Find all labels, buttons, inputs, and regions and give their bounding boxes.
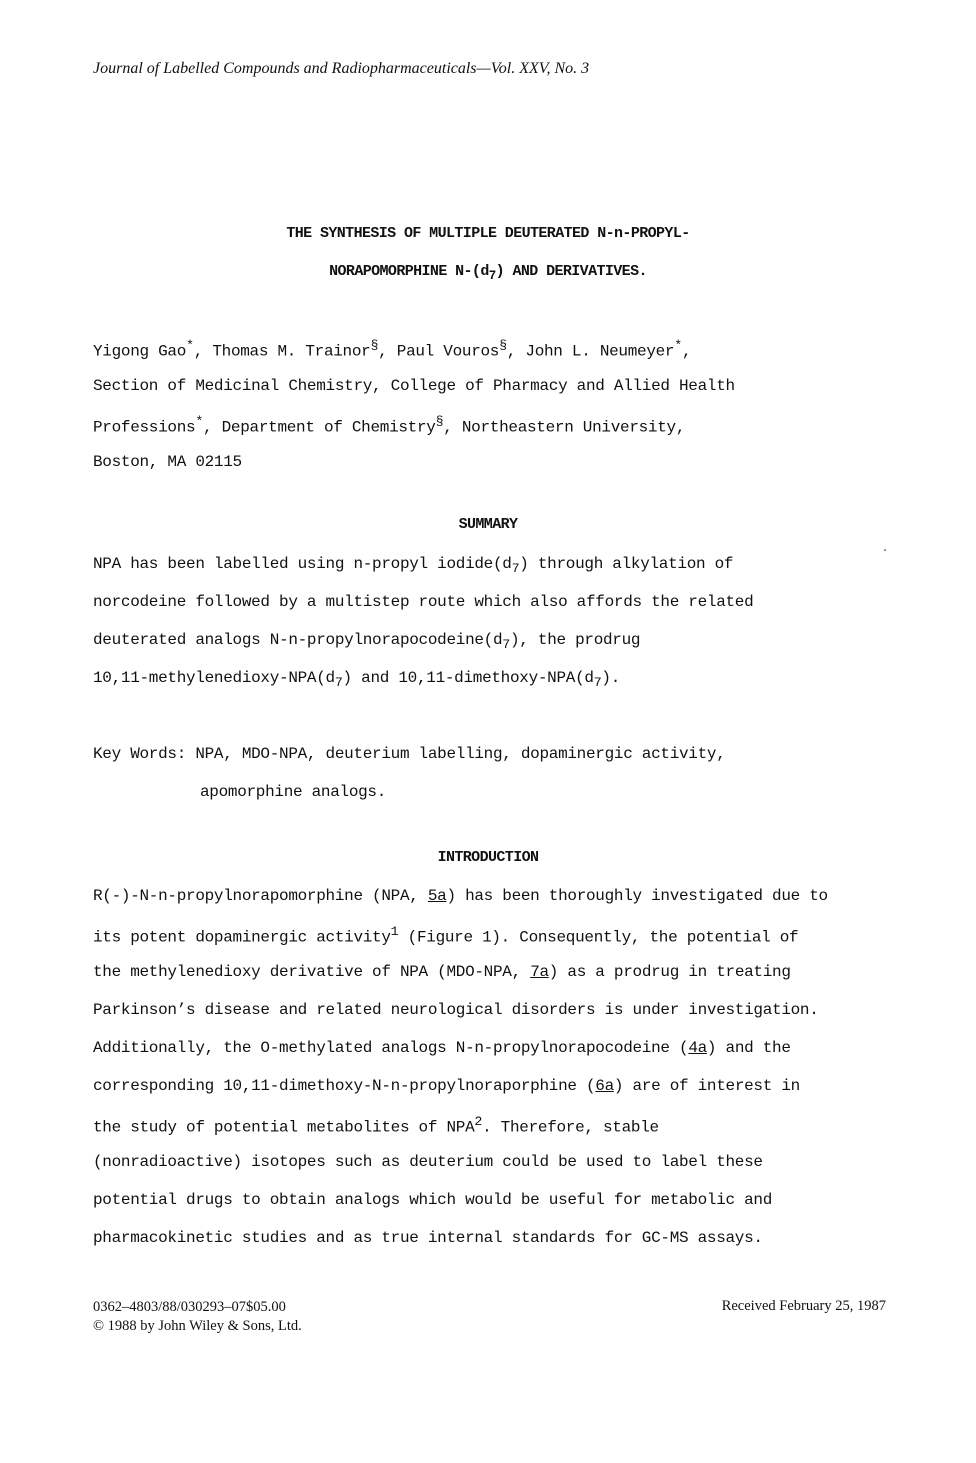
summary-text: ). [601, 669, 621, 687]
summary-subscript: 7 [502, 638, 510, 654]
intro-line-4: Parkinson’s disease and related neurological disorders is under investigation. [93, 1001, 819, 1019]
author-mark: * [674, 339, 682, 354]
intro-text: the study of potential metabolites of NPA [93, 1118, 475, 1137]
author-name: , [681, 342, 692, 361]
intro-text: ) and the [706, 1039, 791, 1057]
affiliation-line-3: Boston, MA 02115 [93, 453, 242, 471]
intro-text: the methylenedioxy derivative of NPA (MDO-NPA, [93, 963, 531, 981]
summary-text: deuterated analogs N-n-propylnorapocodeine(d [93, 631, 503, 649]
affiliation-text: , Department of Chemistry [203, 418, 436, 437]
author-name: , Paul Vouros [378, 342, 500, 361]
paper-title-line-1: THE SYNTHESIS OF MULTIPLE DEUTERATED N-n-PROPYL- [286, 225, 690, 242]
affiliation-line-2 [93, 415, 685, 436]
title-text: ) AND DERIVATIVES. [495, 263, 647, 280]
introduction-heading: INTRODUCTION [437, 849, 539, 866]
summary-line-2: norcodeine followed by a multistep route which also affords the related [93, 593, 754, 611]
intro-line-7 [93, 1115, 659, 1136]
author-mark: § [370, 339, 379, 354]
journal-header: Journal of Labelled Compounds and Radiopharmaceuticals—Vol. XXV, No. 3 [93, 60, 590, 77]
affiliation-line-1: Section of Medicinal Chemistry, College of Pharmacy and Allied Health [93, 377, 735, 395]
affiliation-text: , Northeastern University, [443, 418, 686, 437]
summary-line-3 [93, 631, 640, 653]
intro-text: ) as a prodrug in treating [548, 963, 791, 981]
intro-line-2 [93, 925, 798, 946]
scan-speck [884, 549, 886, 551]
intro-line-6 [93, 1077, 800, 1095]
intro-text: (Figure 1). Consequently, the potential of [398, 928, 799, 947]
summary-subscript: 7 [511, 562, 520, 578]
affiliation-text: Professions [93, 418, 196, 437]
intro-line-3 [93, 963, 791, 981]
summary-heading: SUMMARY [458, 516, 518, 533]
intro-line-5 [93, 1039, 791, 1057]
compound-ref: 4a [688, 1039, 707, 1057]
title-text: NORAPOMORPHINE N-(d [329, 263, 489, 280]
intro-text: corresponding 10,11-dimethoxy-N-n-propylnoraporphine ( [93, 1077, 596, 1095]
author-name: Yigong Gao [93, 342, 187, 361]
paper-title-line-2 [0, 263, 976, 283]
title-subscript: 7 [488, 269, 496, 283]
intro-line-8: (nonradioactive) isotopes such as deuterium could be used to label these [93, 1153, 763, 1171]
author-name: , John L. Neumeyer [506, 342, 675, 361]
received-date: Received February 25, 1987 [721, 1298, 886, 1314]
copyright-notice: © 1988 by John Wiley & Sons, Ltd. [93, 1318, 302, 1334]
authors-line [93, 339, 691, 360]
affiliation-mark: § [435, 415, 444, 430]
compound-ref: 7a [530, 963, 549, 981]
article-code: 0362–4803/88/030293–07$05.00 [93, 1299, 286, 1315]
intro-line-9: potential drugs to obtain analogs which would be useful for metabolic and [93, 1191, 773, 1209]
reference-superscript: 2 [474, 1115, 483, 1130]
intro-text: ) has been thoroughly investigated due to [446, 887, 828, 905]
summary-text: ) through alkylation of [519, 555, 734, 573]
footer-left [93, 1298, 302, 1336]
author-name: , Thomas M. Trainor [193, 342, 371, 361]
reference-superscript: 1 [390, 925, 399, 940]
intro-text: ) are of interest in [613, 1077, 800, 1095]
intro-text: . Therefore, stable [482, 1118, 659, 1137]
summary-line-1 [93, 555, 733, 577]
intro-text: its potent dopaminergic activity [93, 928, 391, 947]
summary-subscript: 7 [593, 676, 602, 692]
keywords-line-2: apomorphine analogs. [200, 783, 387, 801]
intro-text: R(-)-N-n-propylnorapomorphine (NPA, [93, 887, 428, 905]
intro-line-10: pharmacokinetic studies and as true internal standards for GC-MS assays. [93, 1229, 763, 1247]
summary-text: NPA has been labelled using n-propyl iodide(d [93, 555, 512, 573]
intro-text: Additionally, the O-methylated analogs N-n-propylnorapocodeine ( [93, 1039, 689, 1057]
affiliation-mark: * [195, 415, 204, 430]
compound-ref: 5a [427, 887, 447, 905]
summary-text: ) and 10,11-dimethoxy-NPA(d [342, 669, 594, 687]
compound-ref: 6a [595, 1077, 614, 1095]
author-mark: § [499, 339, 507, 354]
summary-text: ), the prodrug [509, 631, 641, 649]
summary-line-4 [93, 669, 620, 691]
summary-subscript: 7 [334, 676, 343, 692]
summary-text: 10,11-methylenedioxy-NPA(d [93, 669, 335, 687]
author-mark: * [186, 339, 194, 354]
intro-line-1 [93, 887, 828, 905]
keywords-line-1: Key Words: NPA, MDO-NPA, deuterium labelling, dopaminergic activity, [93, 745, 726, 763]
